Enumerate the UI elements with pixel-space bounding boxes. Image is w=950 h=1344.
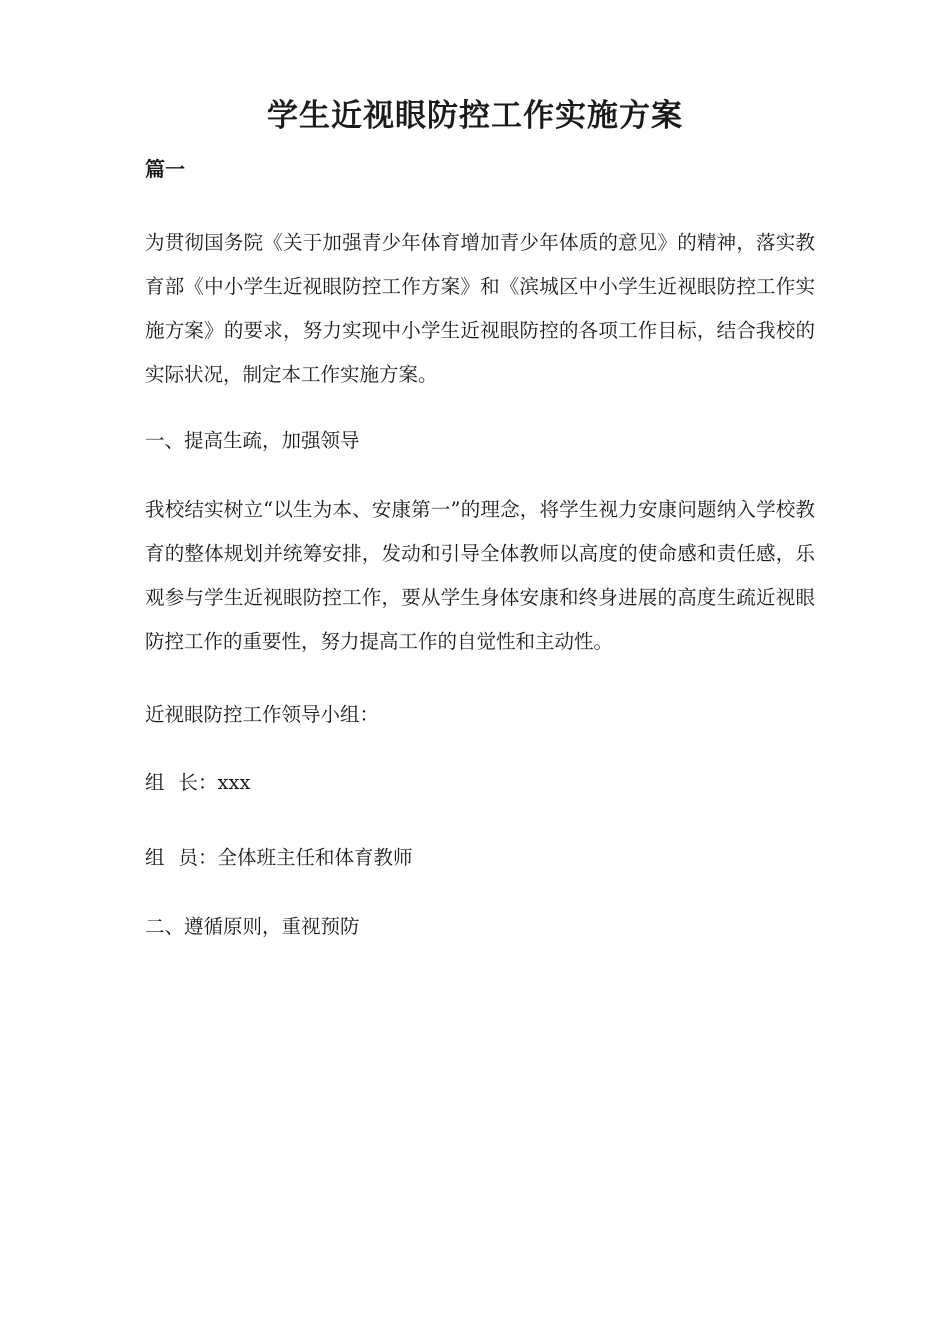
intro-paragraph: 为贯彻国务院《关于加强青少年体育增加青少年体质的意见》的精神，落实教育部《中小学生近视眼防控工作方案》和《滨城区中小学生近视眼防控工作实施方案》的要求，努力实现中小学生近视眼防控的各项工作目标，结合我校的实际状况，制定本工作实施方案。: [145, 231, 815, 386]
team-members-line: [145, 843, 413, 873]
part-label: 篇一: [145, 157, 185, 181]
leader-label-a: 组: [145, 771, 165, 794]
members-value: 全体班主任和体育教师: [217, 846, 413, 869]
team-leader-line: [145, 768, 251, 798]
section-1-paragraph: 我校结实树立“以生为本、安康第一”的理念，将学生视力安康问题纳入学校教育的整体规划并统筹安排，发动和引导全体教师以高度的使命感和责任感，乐观参与学生近视眼防控工作，要从学生身体安康和终身进展的高度生疏近视眼防控工作的重要性，努力提高工作的自觉性和主动性。: [145, 498, 815, 653]
team-heading: 近视眼防控工作领导小组：: [145, 703, 380, 726]
members-label-a: 组: [145, 846, 165, 869]
document-title: 学生近视眼防控工作实施方案: [267, 98, 683, 134]
leader-value: xxx: [217, 771, 251, 794]
members-label-b: 员：: [178, 846, 218, 869]
section-2-heading: 二、遵循原则，重视预防: [145, 915, 360, 938]
leader-label-b: 长：: [178, 771, 218, 794]
section-1-heading: 一、提高生疏，加强领导: [145, 429, 360, 452]
